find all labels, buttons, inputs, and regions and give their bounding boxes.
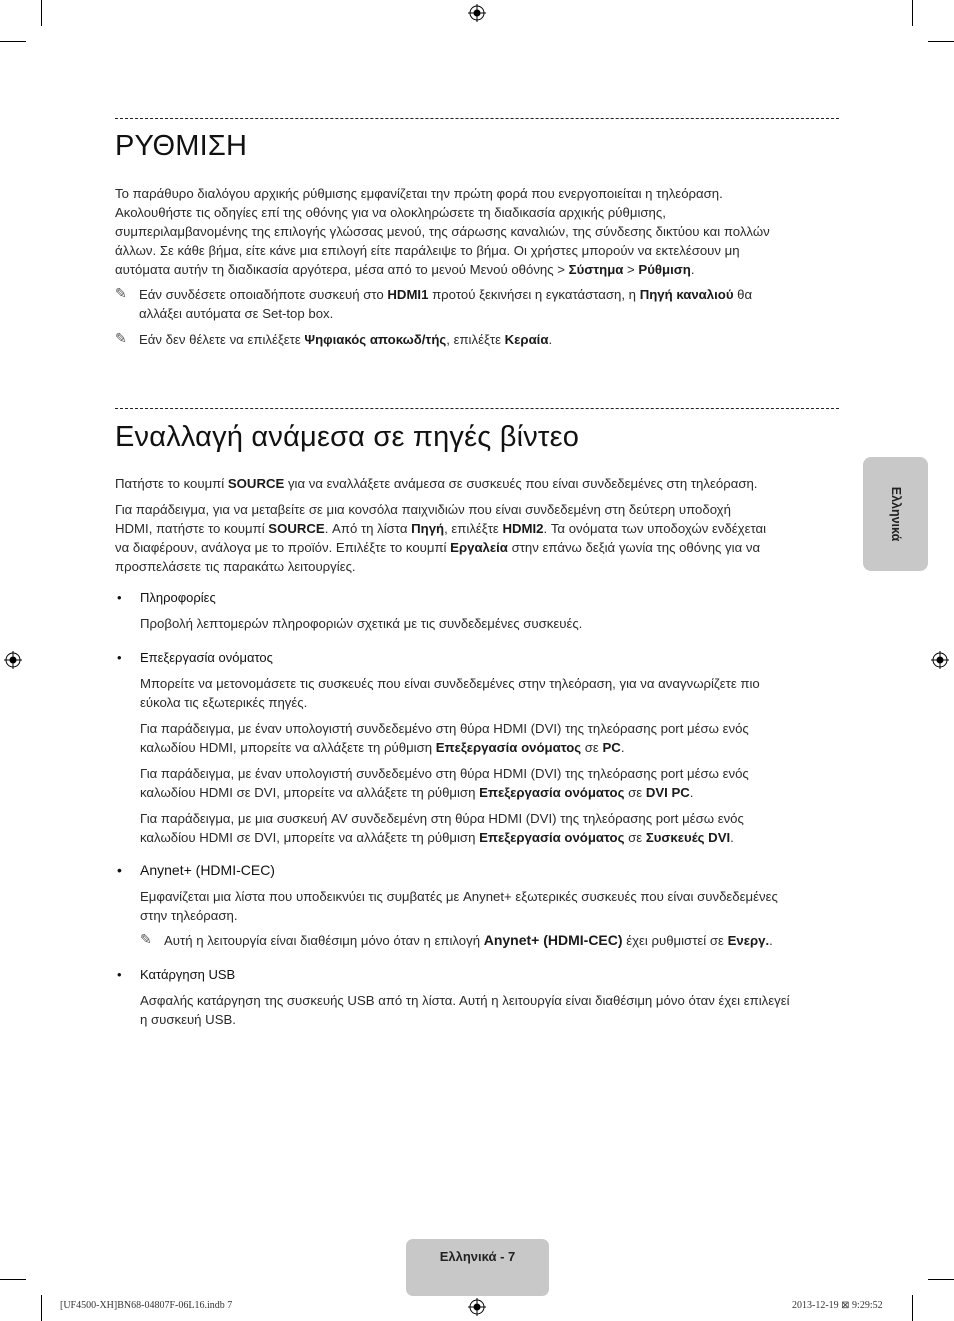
text-line: εύκολα τις εξωτερικές πηγές. — [140, 695, 308, 710]
item-description — [115, 674, 839, 712]
text-line: καλωδίου HDMI σε DVI, μπορείτε να αλλάξετε τη ρύθμιση Επεξεργασία ονόματος σε DVI PC. — [140, 785, 694, 800]
imprint-file: [UF4500-XH]BN68-04807F-06L16.indb 7 — [60, 1300, 233, 1311]
section-setup — [115, 118, 839, 349]
section-title: ΡΥΘΜΙΣΗ — [115, 130, 248, 162]
text-line: Εάν συνδέσετε οποιαδήποτε συσκευή στο HDMI1 προτού ξεκινήσει η εγκατάσταση, η Πηγή καναλιού θα — [139, 287, 753, 302]
page-number: Ελληνικά - 7 — [439, 1249, 516, 1264]
crop-mark — [0, 1279, 26, 1280]
crop-mark — [41, 1295, 42, 1321]
item-label: Anynet+ (HDMI-CEC) — [140, 862, 275, 878]
text-line: HDMI, πατήστε το κουμπί SOURCE. Από τη λίστα Πηγή, επιλέξτε HDMI2. Τα ονόματα των υποδοχών ενδέχεται — [115, 521, 767, 536]
text-line: Προβολή λεπτομερών πληροφοριών σχετικά με τις συνδεδεμένες συσκευές. — [140, 616, 583, 631]
text-line: να διαφέρουν, ανάλογα με το προϊόν. Επιλέξτε το κουμπί Εργαλεία στην επάνω δεξιά γωνία της οθόνης για να — [115, 540, 761, 555]
note — [115, 330, 839, 349]
language-side-tab — [863, 457, 928, 571]
imprint-timestamp: 2013-12-19 ⊠ 9:29:52 — [792, 1300, 883, 1311]
text-line: Για παράδειγμα, με έναν υπολογιστή συνδεδεμένο στη θύρα HDMI (DVI) της τηλεόρασης port μέσω ενός — [140, 766, 749, 781]
note — [140, 931, 839, 950]
text-line: Εμφανίζεται μια λίστα που υποδεικνύει τις συμβατές με Anynet+ εξωτερικές συσκευές που είναι συνδεδεμένες — [140, 889, 778, 904]
list-item-info — [115, 588, 839, 607]
text-line: Το παράθυρο διαλόγου αρχικής ρύθμισης εμφανίζεται την πρώτη φορά που ενεργοποιείται η τηλεόραση. — [115, 186, 723, 201]
text-line: αυτόματα αυτήν τη διαδικασία αργότερα, μέσα από το μενού Μενού οθόνης > Σύστημα > Ρύθμιση. — [115, 262, 695, 277]
registration-mark-icon — [468, 4, 486, 22]
item-example — [115, 764, 839, 802]
item-example — [115, 719, 839, 757]
text-line: Ασφαλής κατάργηση της συσκευής USB από τη λίστα. Αυτή η λειτουργία είναι διαθέσιμη μόνο όταν έχει επιλεγεί — [140, 993, 790, 1008]
paragraph — [115, 474, 839, 493]
text-line: καλωδίου HDMI σε DVI, μπορείτε να αλλάξετε τη ρύθμιση Επεξεργασία ονόματος σε Συσκευές DVI. — [140, 830, 734, 845]
item-description — [115, 991, 839, 1029]
note — [115, 285, 839, 323]
pencil-note-icon: ✎ — [115, 286, 127, 302]
item-description — [115, 614, 839, 633]
intro-paragraph — [115, 184, 839, 279]
text-line: προσπελάσετε τις παρακάτω λειτουργίες. — [115, 559, 356, 574]
pencil-note-icon: ✎ — [140, 932, 152, 948]
text-line: Πατήστε το κουμπί SOURCE για να εναλλάξετε ανάμεσα σε συσκευές που είναι συνδεδεμένες στη τηλεόραση. — [115, 476, 758, 491]
text-line: συμπεριλαμβανομένης της επιλογής γλώσσας μενού, της σάρωσης καναλιών, της σύνδεσης δικτύου και πολλών — [115, 224, 770, 239]
paragraph — [115, 500, 839, 576]
pencil-note-icon: ✎ — [115, 331, 127, 347]
bullet-dot: • — [117, 862, 122, 878]
text-line: Για παράδειγμα, για να μεταβείτε σε μια κονσόλα παιχνιδιών που είναι συνδεδεμένη στη δεύτερη υποδοχή — [115, 502, 731, 517]
text-line: Αυτή η λειτουργία είναι διαθέσιμη μόνο όταν η επιλογή Anynet+ (HDMI-CEC) έχει ρυθμιστεί σε Ενεργ.. — [164, 932, 773, 948]
text-line: Εάν δεν θέλετε να επιλέξετε Ψηφιακός αποκωδ/τής, επιλέξτε Κεραία. — [139, 332, 553, 347]
section-switch-sources — [115, 408, 839, 1029]
item-description — [115, 887, 839, 925]
item-label: Πληροφορίες — [140, 590, 216, 605]
item-label: Κατάργηση USB — [140, 967, 236, 982]
item-label: Επεξεργασία ονόματος — [140, 650, 273, 665]
registration-mark-icon — [931, 651, 949, 669]
item-example — [115, 809, 839, 847]
crop-mark — [928, 1279, 954, 1280]
list-item-edit-name — [115, 648, 839, 667]
crop-mark — [912, 1295, 913, 1321]
text-line: Για παράδειγμα, με έναν υπολογιστή συνδεδεμένο στη θύρα HDMI (DVI) της τηλεόρασης port μέσω ενός — [140, 721, 749, 736]
text-line: Για παράδειγμα, με μια συσκευή AV συνδεδεμένη στη θύρα HDMI (DVI) της τηλεόρασης port μέσω ενός — [140, 811, 744, 826]
crop-mark — [0, 41, 26, 42]
dashed-rule — [115, 408, 839, 409]
crop-mark — [41, 0, 42, 26]
section-title: Εναλλαγή ανάμεσα σε πηγές βίντεο — [115, 421, 580, 453]
text-line: η συσκευή USB. — [140, 1012, 236, 1027]
registration-mark-icon — [468, 1298, 486, 1316]
text-line: καλωδίου HDMI, μπορείτε να αλλάξετε τη ρύθμιση Επεξεργασία ονόματος σε PC. — [140, 740, 625, 755]
dashed-rule — [115, 118, 839, 119]
text-line: Μπορείτε να μετονομάσετε τις συσκευές που είναι συνδεδεμένες στην τηλεόραση, για να αναγνωρίζετε πιο — [140, 676, 760, 691]
list-item-usb-removal — [115, 965, 839, 984]
crop-mark — [928, 41, 954, 42]
text-line: Ακολουθήστε τις οδηγίες επί της οθόνης για να ολοκληρώσετε τη διαδικασία αρχικής ρύθμισης, — [115, 205, 666, 220]
list-item-anynet — [115, 861, 839, 880]
text-line: άλλων. Σε κάθε βήμα, είτε κάνε μια επιλογή είτε παράλειψε το βήμα. Οι χρήστες μπορούν να εκτελέσουν μη — [115, 243, 740, 258]
language-label: Ελληνικά — [888, 486, 903, 542]
crop-mark — [912, 0, 913, 26]
bullet-dot: • — [117, 967, 122, 982]
text-line: αλλάξει αυτόματα σε Set-top box. — [139, 306, 334, 321]
bullet-dot: • — [117, 650, 122, 665]
bullet-dot: • — [117, 590, 122, 605]
text-line: στην τηλεόραση. — [140, 908, 238, 923]
registration-mark-icon — [4, 651, 22, 669]
page-number-tab — [406, 1239, 549, 1296]
